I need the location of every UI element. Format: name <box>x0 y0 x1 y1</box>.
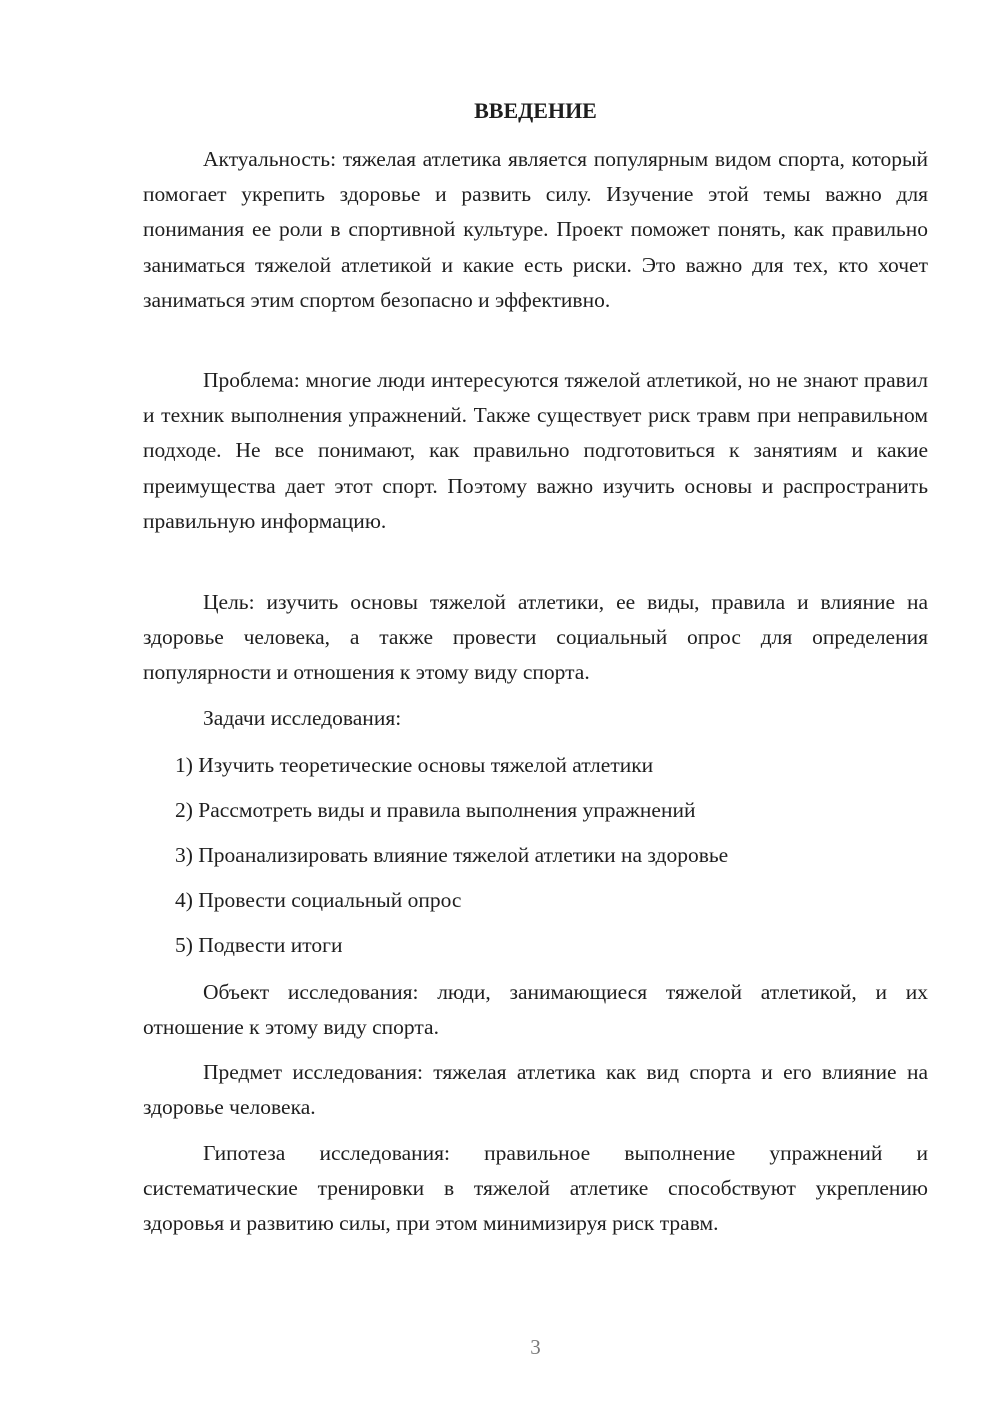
paragraph-goal: Цель: изучить основы тяжелой атлетики, ее виды, правила и влияние на здоровье человека, а также провести социальный опрос для определения популярности и отношения к этому виду спорта. <box>143 590 928 685</box>
document-page <box>143 0 928 1414</box>
paragraph-hypothesis: Гипотеза исследования: правильное выполнение упражнений и систематические тренировки в тяжелой атлетике способствуют укреплению здоровья и развитию силы, при этом минимизируя риск травм. <box>143 1141 928 1236</box>
task-item-2: 2) Рассмотреть виды и правила выполнения упражнений <box>175 798 696 822</box>
task-item-1: 1) Изучить теоретические основы тяжелой атлетики <box>175 753 654 777</box>
page-title: ВВЕДЕНИЕ <box>474 98 597 123</box>
tasks-title: Задачи исследования: <box>203 706 402 730</box>
paragraph-object: Объект исследования: люди, занимающиеся тяжелой атлетикой, и их отношение к этому виду спорта. <box>143 980 928 1040</box>
task-item-5: 5) Подвести итоги <box>175 933 343 957</box>
task-item-4: 4) Провести социальный опрос <box>175 888 462 912</box>
paragraph-subject: Предмет исследования: тяжелая атлетика как вид спорта и его влияние на здоровье человека. <box>143 1060 928 1120</box>
task-item-3: 3) Проанализировать влияние тяжелой атлетики на здоровье <box>175 843 729 867</box>
page-number: 3 <box>530 1335 541 1359</box>
paragraph-problem: Проблема: многие люди интересуются тяжелой атлетикой, но не знают правил и техник выполнения упражнений. Также существует риск травм при неправильном подходе. Не все понимают, как правильно подготовиться к занятиям и какие преимущества дает этот спорт. Поэтому важно изучить основы и распространить правильную информацию. <box>143 368 928 533</box>
paragraph-relevance: Актуальность: тяжелая атлетика является популярным видом спорта, который помогает укрепить здоровье и развить силу. Изучение этой темы важно для понимания ее роли в спортивной культуре. Проект поможет понять, как правильно заниматься тяжелой атлетикой и какие есть риски. Это важно для тех, кто хочет заниматься этим спортом безопасно и эффективно. <box>143 147 928 312</box>
